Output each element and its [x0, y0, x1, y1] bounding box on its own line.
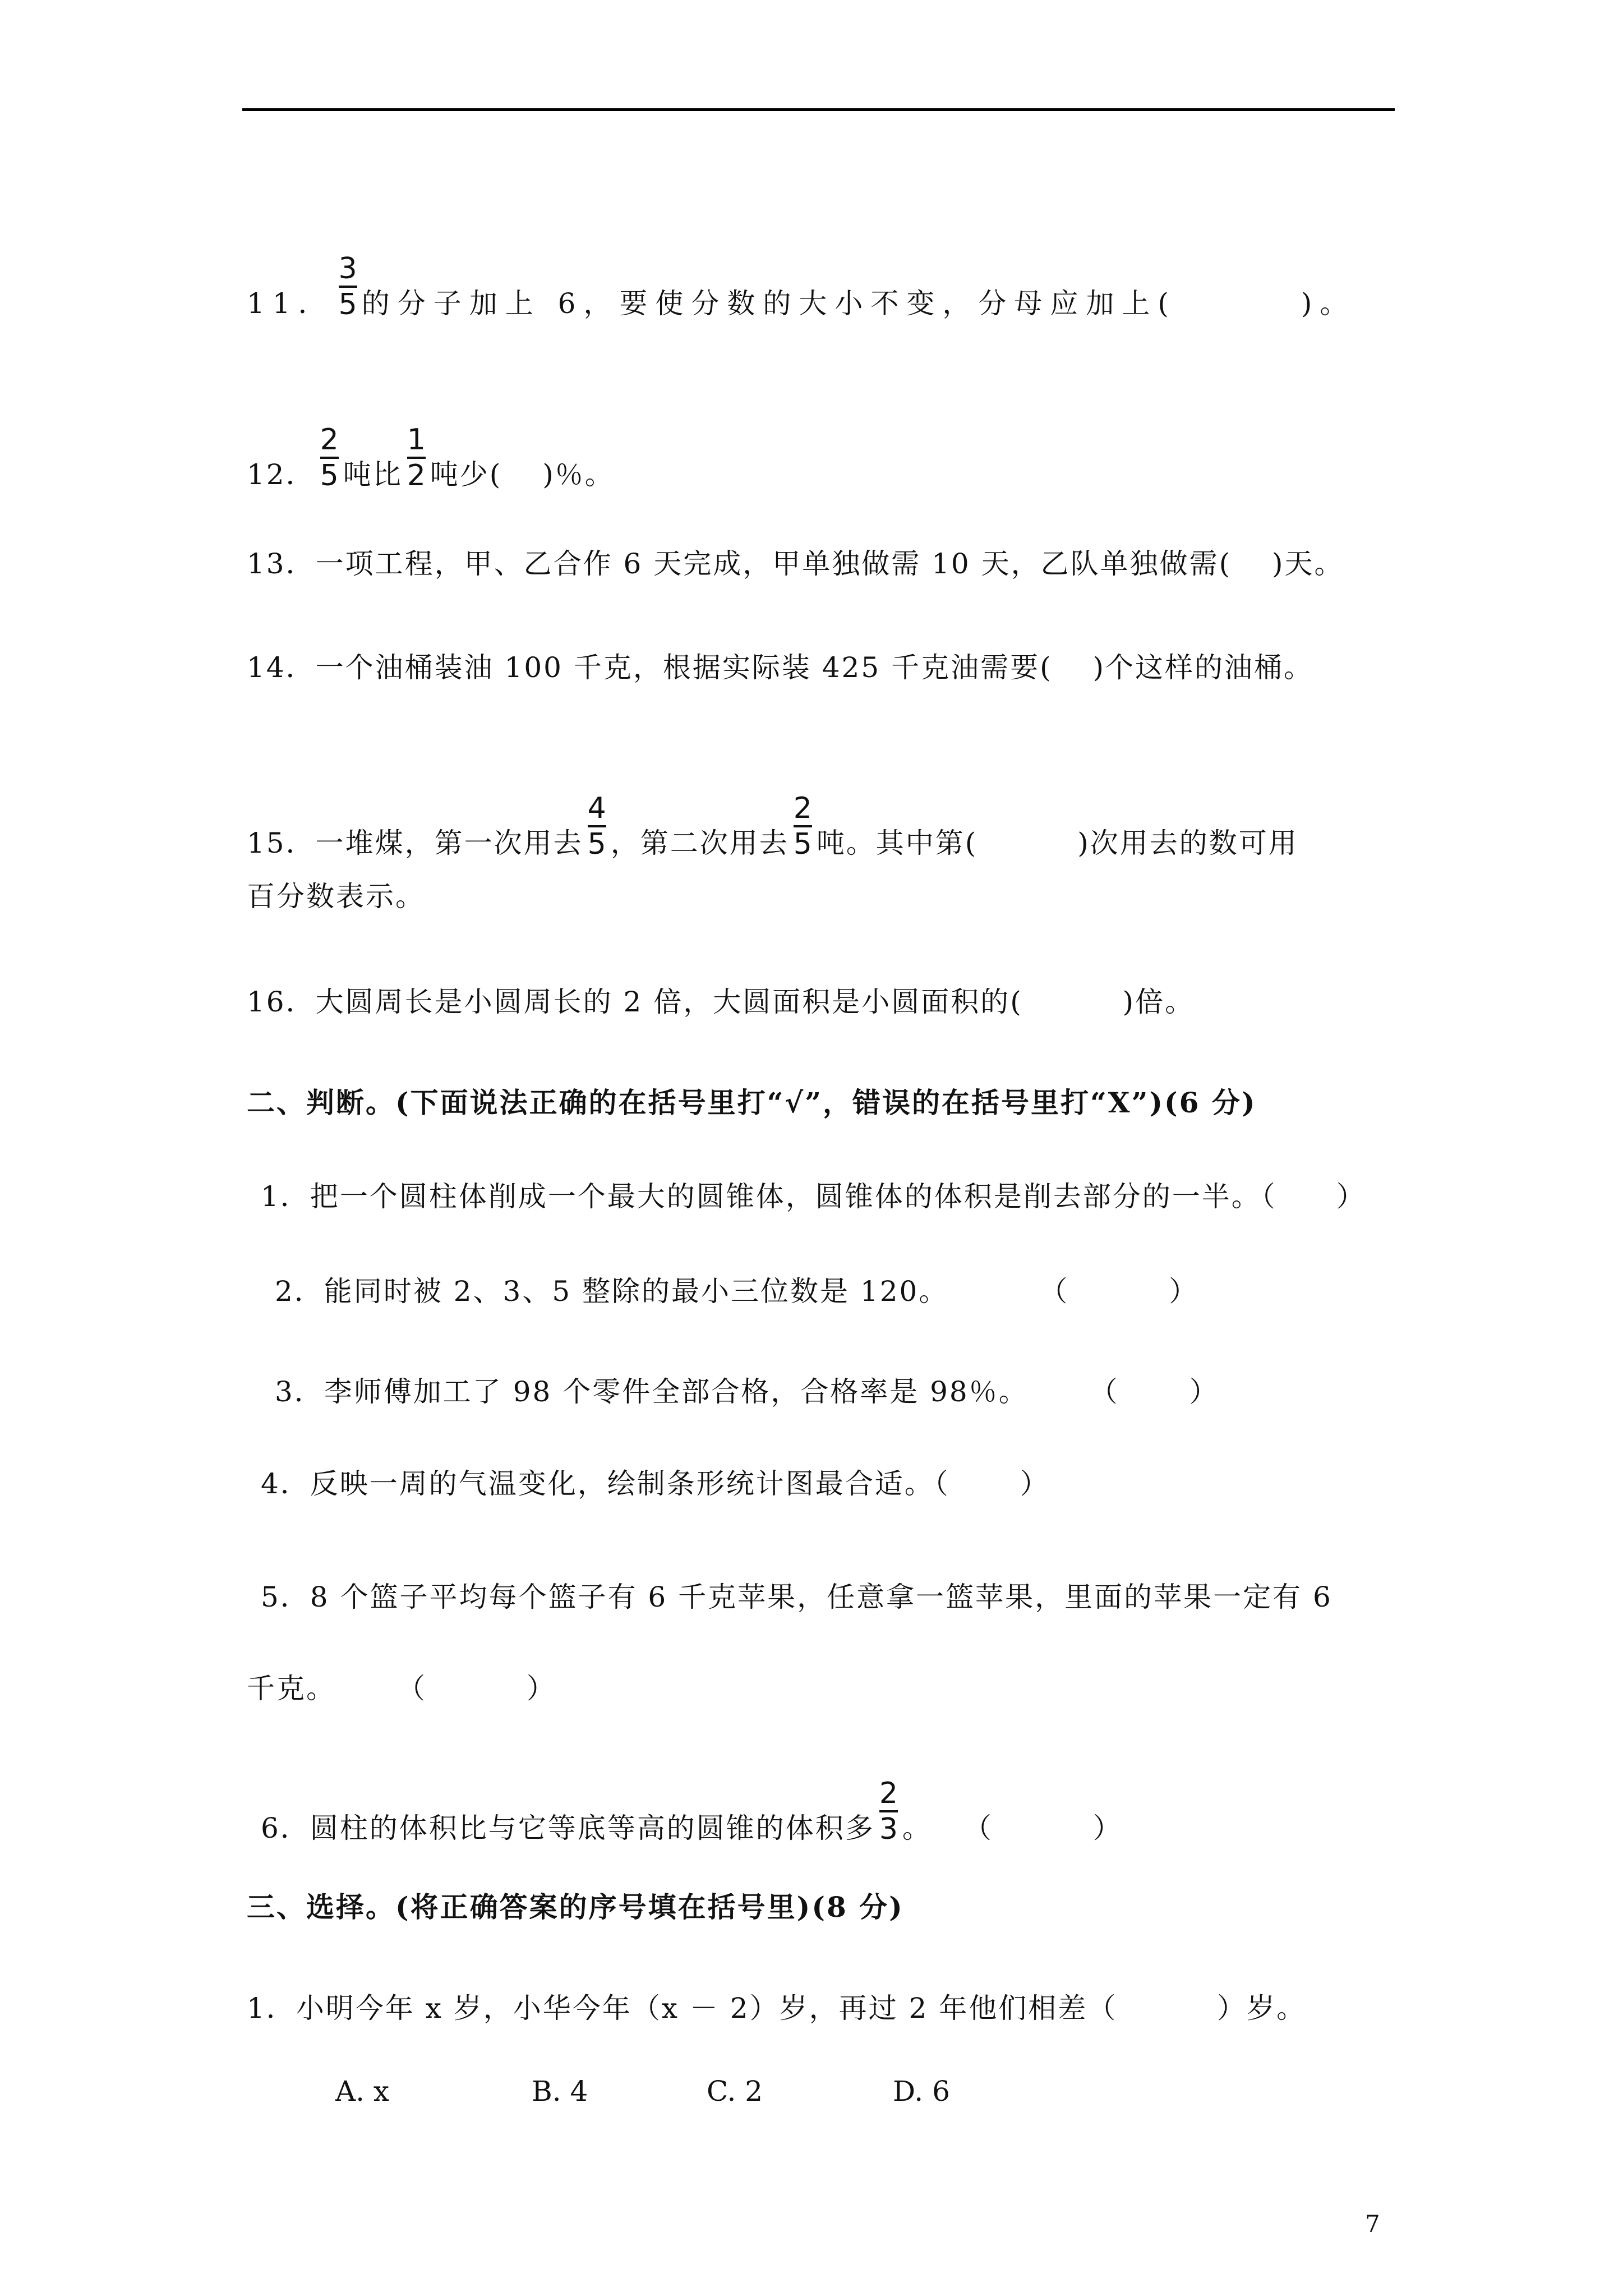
- question-number: 12．: [247, 458, 316, 491]
- question-13: 13．一项工程，甲、乙合作 6 天完成，甲单独做需 10 天，乙队单独做需( )天。: [247, 547, 1344, 580]
- judge-item-1: 1．把一个圆柱体削成一个最大的圆锥体，圆锥体的体积是削去部分的一半。（ ）: [261, 1180, 1366, 1213]
- fraction: $\frac{2}{3}$: [879, 1777, 898, 1846]
- header-rule: [242, 108, 1395, 111]
- question-number: 11．: [247, 287, 334, 320]
- question-15: 15．一堆煤，第一次用去 $\frac{4}{5}$ ，第二次用去 $\frac{2}{5}$ 吨。其中第( )次用去的数可用: [247, 792, 1298, 861]
- judge-item-4: 4．反映一周的气温变化，绘制条形统计图最合适。（ ）: [261, 1467, 1050, 1500]
- section-2-title: 二、判断。(下面说法正确的在括号里打“√”，错误的在括号里打“X”)(6 分): [247, 1086, 1257, 1119]
- page-number: 7: [1365, 2210, 1380, 2238]
- question-text: 吨少( )％。: [430, 458, 615, 491]
- question-15-continued: 百分数表示。: [247, 880, 425, 913]
- fraction: $\frac{3}{5}$: [338, 252, 357, 321]
- choice-option-a: A. x: [335, 2075, 390, 2108]
- fraction: $\frac{2}{5}$: [793, 792, 812, 861]
- fraction: $\frac{1}{2}$: [407, 423, 426, 493]
- judge-item-2: 2．能同时被 2、3、5 整除的最小三位数是 120。 （ ）: [275, 1275, 1199, 1308]
- choice-option-c: C. 2: [707, 2075, 763, 2108]
- question-12: 12． $\frac{2}{5}$ 吨比 $\frac{1}{2}$ 吨少( )％。: [247, 423, 615, 493]
- question-14: 14．一个油桶装油 100 千克，根据实际装 425 千克油需要( )个这样的油桶。: [247, 651, 1313, 684]
- choice-item-1: 1．小明今年 x 岁，小华今年（x － 2）岁，再过 2 年他们相差（ ）岁。: [247, 1992, 1307, 2024]
- fraction: $\frac{2}{5}$: [320, 423, 339, 493]
- judge-item-3: 3．李师傅加工了 98 个零件全部合格，合格率是 98％。 （ ）: [275, 1375, 1219, 1408]
- judge-item-5: 5．8 个篮子平均每个篮子有 6 千克苹果，任意拿一篮苹果，里面的苹果一定有 6: [261, 1581, 1332, 1613]
- judge-item-6: 6．圆柱的体积比与它等底等高的圆锥的体积多 $\frac{2}{3}$ 。 （ ）: [261, 1777, 1123, 1846]
- question-11: [247, 252, 1356, 339]
- choice-option-d: D. 6: [893, 2075, 950, 2108]
- section-3-title: 三、选择。(将正确答案的序号填在括号里)(8 分): [247, 1890, 904, 1924]
- fraction: $\frac{4}{5}$: [587, 792, 606, 861]
- choice-option-b: B. 4: [532, 2075, 588, 2108]
- question-text: 的分子加上 6，要使分数的大小不变，分母应加上( )。: [361, 287, 1356, 320]
- question-16: 16．大圆周长是小圆周长的 2 倍，大圆面积是小圆面积的( )倍。: [247, 986, 1195, 1018]
- judge-item-5-continued: 千克。 （ ）: [247, 1672, 556, 1705]
